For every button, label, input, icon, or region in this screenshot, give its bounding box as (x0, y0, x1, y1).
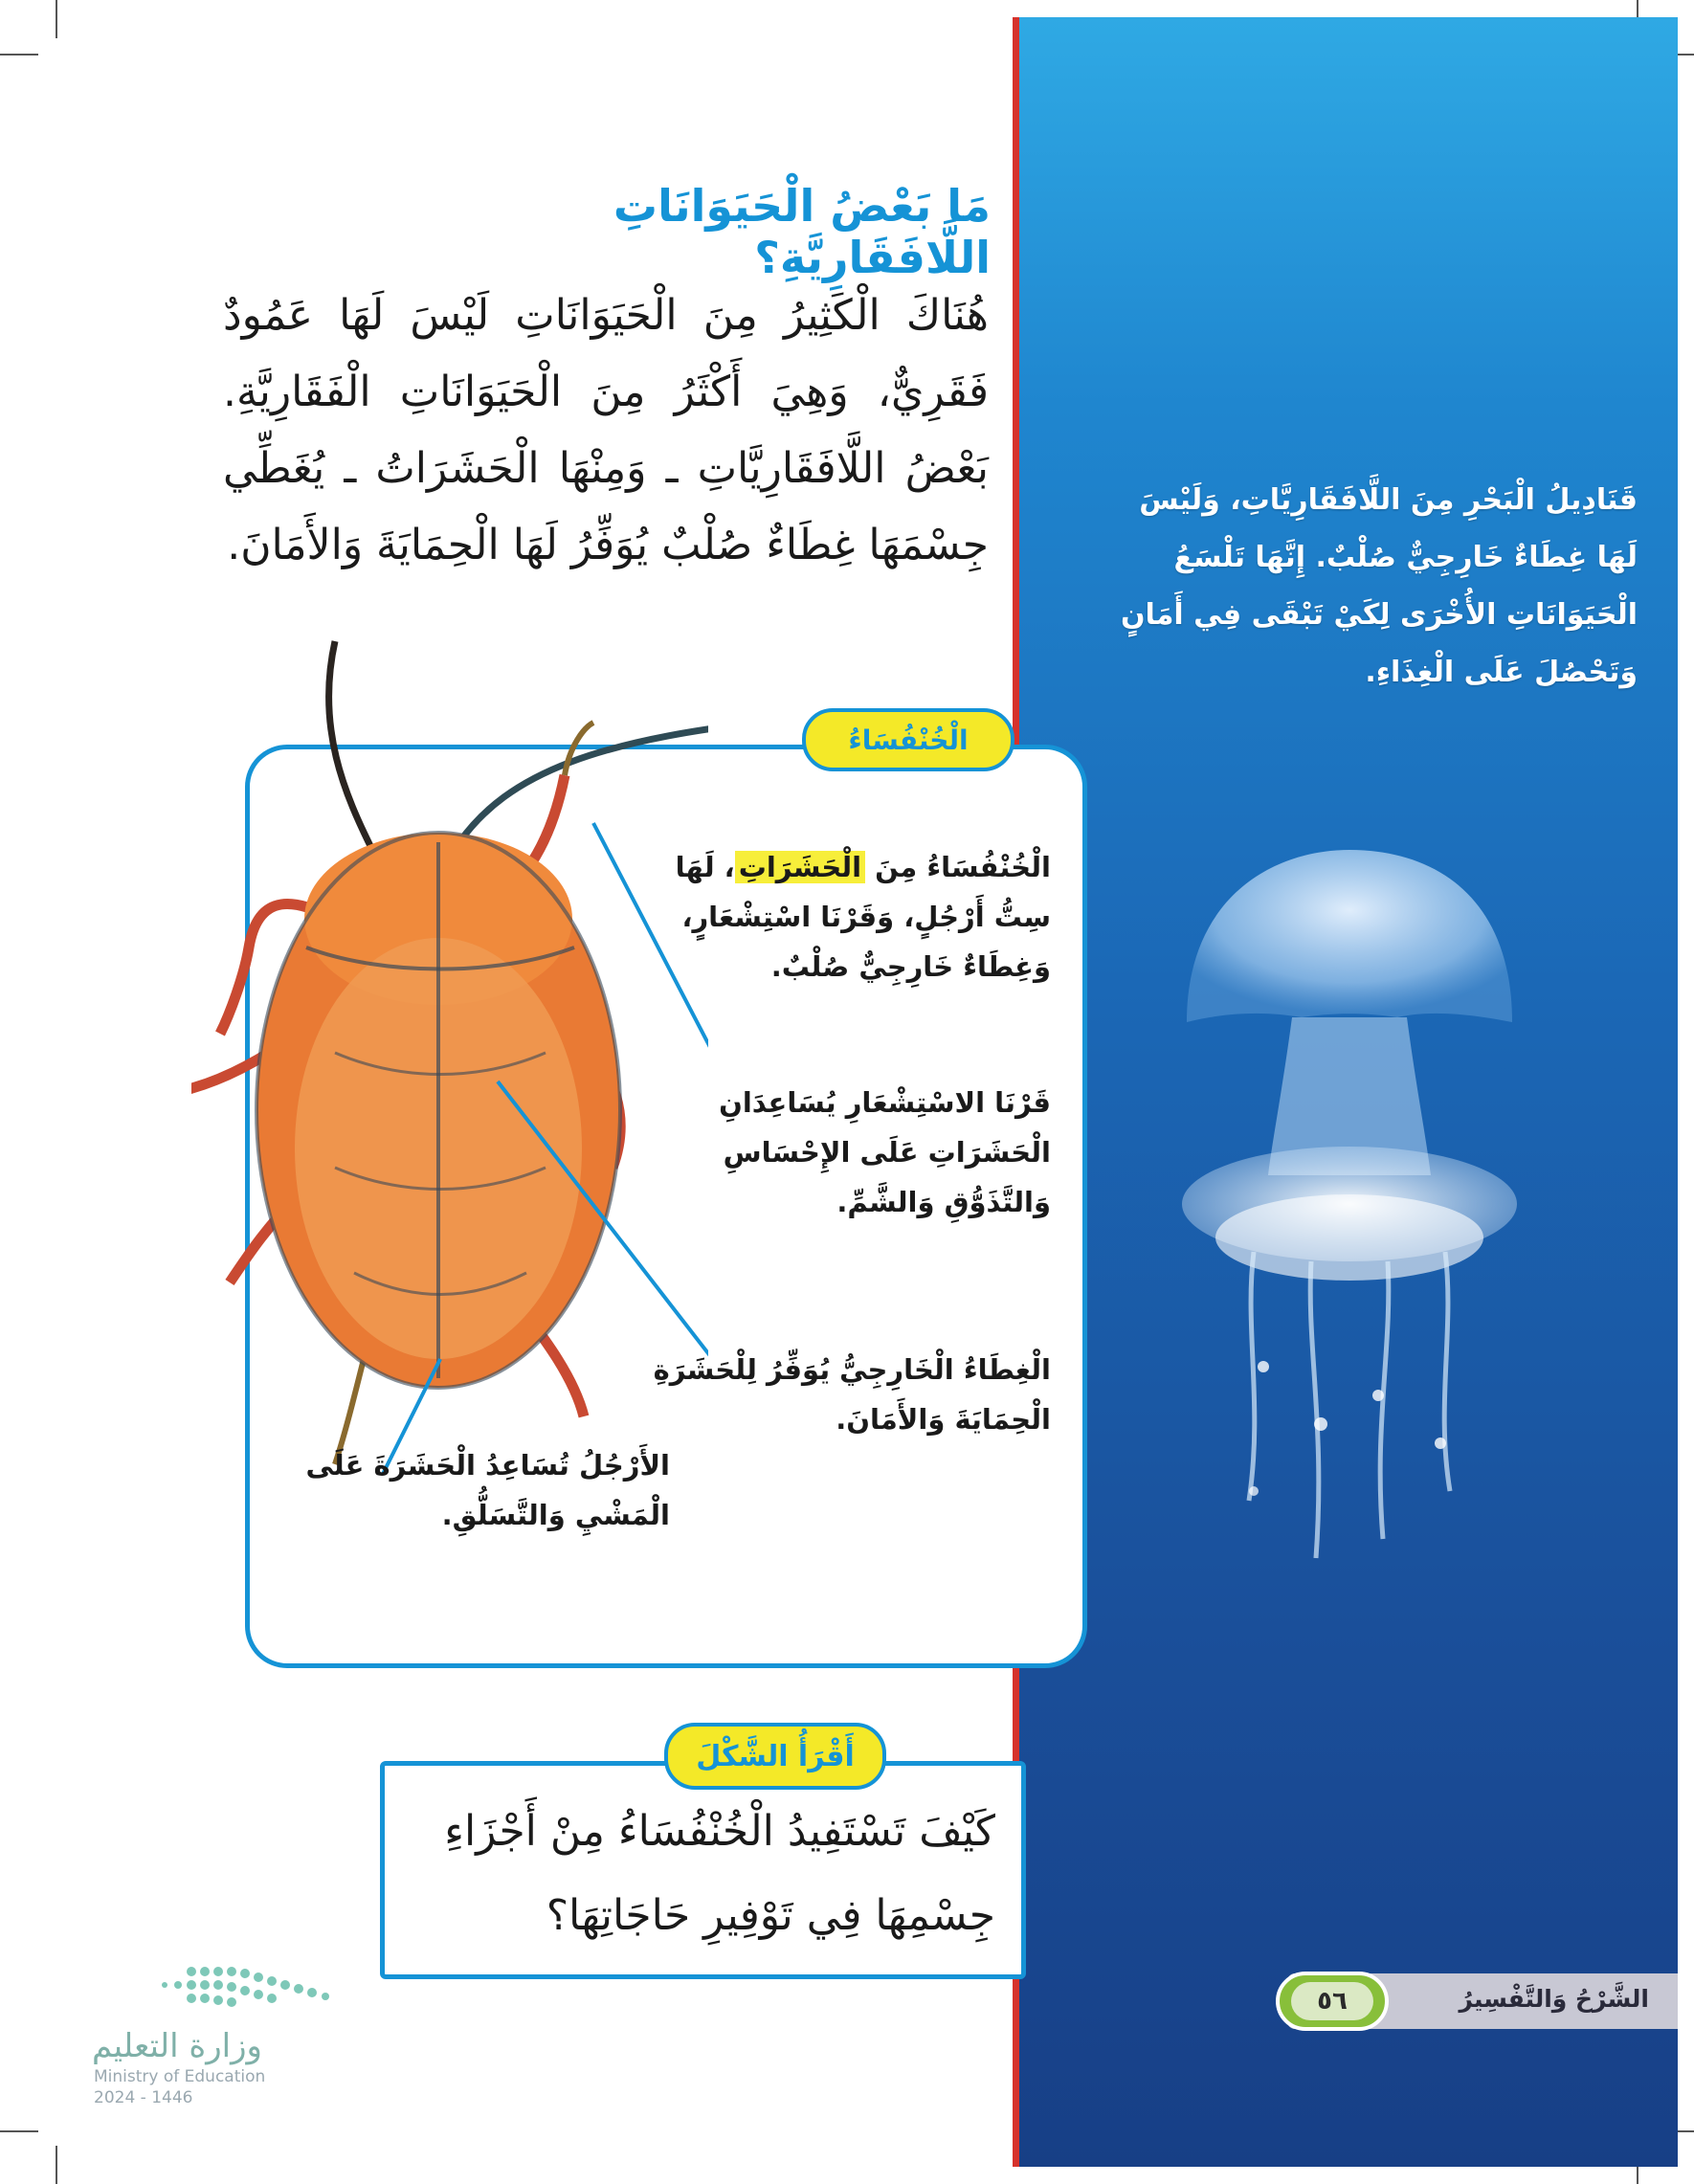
callout-1-prefix: الْخُنْفُسَاءُ مِنَ (865, 851, 1051, 883)
jellyfish-illustration (1148, 831, 1550, 1596)
ministry-name-english: Ministry of Education (94, 2067, 266, 2086)
beetle-label-tab: الْخُنْفُسَاءُ (802, 708, 1014, 771)
crop-mark (0, 54, 38, 56)
crop-mark (56, 2146, 57, 2184)
chapter-tab (1287, 1973, 1678, 2029)
read-shape-question: كَيْفَ تَسْتَفِيدُ الْخُنْفُسَاءُ مِنْ أَجْزَاءِ جِسْمِهَا فِي تَوْفِيرِ حَاجَاتِهَا؟ (444, 1807, 995, 1940)
read-shape-tab: أَقْرَأُ الشَّكْلَ (664, 1723, 886, 1790)
jellyfish-panel (1013, 17, 1678, 2167)
page-title: مَا بَعْضُ الْحَيَوَانَاتِ اللَّافَقَارِيَّةِ؟ (613, 180, 991, 283)
page-number-badge (1276, 1972, 1389, 2031)
ministry-year: 2024 - 1446 (94, 2088, 193, 2107)
ministry-name-arabic: وزارة التعليم (92, 2027, 262, 2065)
callout-antennae: قَرْنَا الاسْتِشْعَارِ يُسَاعِدَانِ الْحَشَرَاتِ عَلَى الإِحْسَاسِ وَالتَّذَوُّقِ وَالشَّمِّ. (719, 1086, 1051, 1218)
crop-mark (56, 0, 57, 38)
callout-beetle-insect (668, 842, 1051, 992)
ministry-logo (86, 1952, 335, 2019)
callout-1-suffix: ، لَهَا سِتُّ أَرْجُلٍ، وَقَرْنَا اسْتِشْعَارٍ، وَغِطَاءٌ خَارِجِيٌّ صُلْبٌ. (675, 851, 1051, 983)
jellyfish-caption: قَنَادِيلُ الْبَحْرِ مِنَ اللَّافَقَارِيَّاتِ، وَلَيْسَ لَهَا غِطَاءٌ خَارِجِيٌّ صُلْبٌ. إِنَّهَا تَلْسَعُ الْحَيَوَانَاتِ الأُخْرَى لِكَيْ تَبْقَى فِي أَمَانٍ وَتَحْصُلَ عَلَى الْغِذَاءِ. (1120, 483, 1638, 689)
page-number: ٥٦ (1291, 1982, 1373, 2020)
callout-exoskeleton: الْغِطَاءُ الْخَارِجِيُّ يُوَفِّرُ لِلْحَشَرَةِ الْحِمَايَةَ وَالأَمَانَ. (653, 1353, 1051, 1436)
chapter-label: الشَّرْحُ وَالتَّفْسِيرُ (1459, 1985, 1649, 2013)
crop-mark (0, 2130, 38, 2132)
highlight-insects: الْحَشَرَاتِ (735, 851, 865, 883)
intro-paragraph: هُنَاكَ الْكَثِيرُ مِنَ الْحَيَوَانَاتِ لَيْسَ لَهَا عَمُودٌ فَقَرِيٌّ، وَهِيَ أَكْثَرُ مِنَ الْحَيَوَانَاتِ الْفَقَارِيَّةِ. بَعْضُ اللَّافَقَارِيَّاتِ ـ وَمِنْهَا الْحَشَرَاتُ ـ يُغَطِّي جِسْمَهَا غِطَاءٌ صُلْبٌ يُوَفِّرُ لَهَا الْحِمَايَةَ وَالأَمَانَ. (223, 291, 989, 569)
callout-legs: الأَرْجُلُ تُسَاعِدُ الْحَشَرَةَ عَلَى الْمَشْيِ وَالتَّسَلُّقِ. (305, 1449, 670, 1531)
